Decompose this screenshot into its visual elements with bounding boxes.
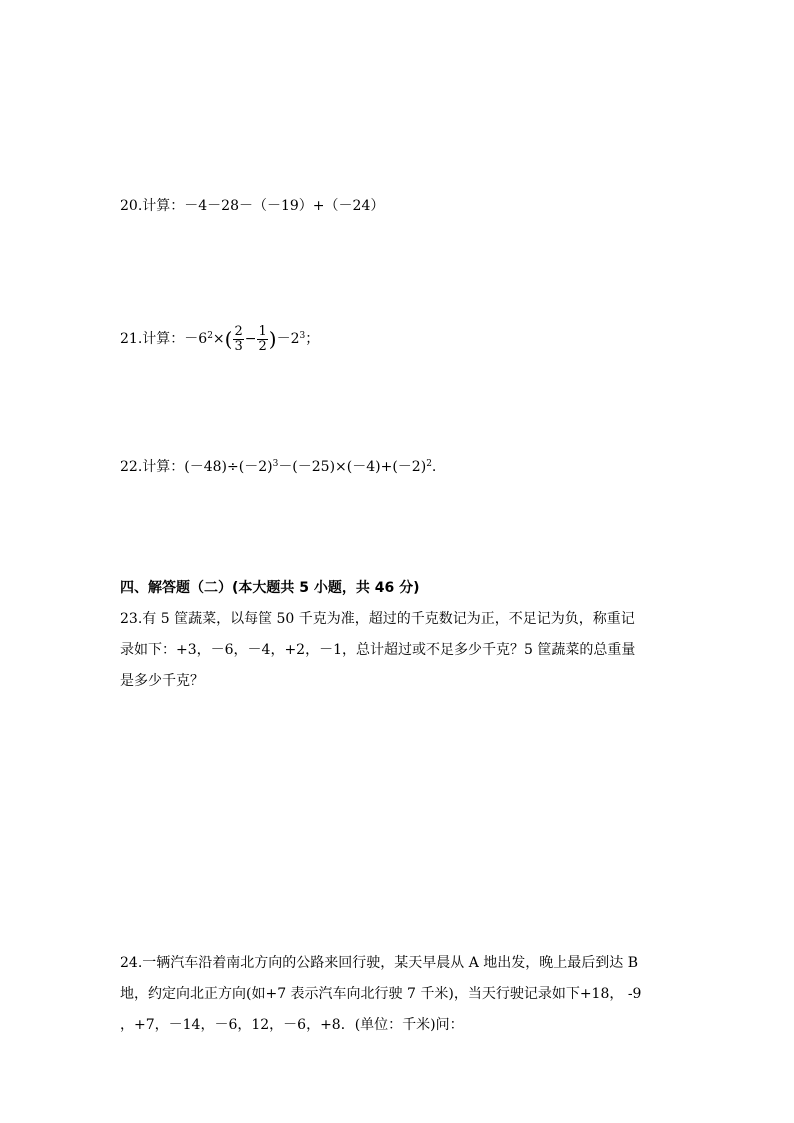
- question-21-post: －2: [276, 331, 300, 347]
- fraction-denominator: 3: [234, 338, 243, 354]
- fraction-numerator: 1: [258, 323, 267, 339]
- question-21-end: ；: [305, 331, 320, 347]
- question-22-part1: (－48)÷(－2): [184, 459, 273, 475]
- question-23-line-2: 录如下：+3，－6，－4，+2，－1，总计超过或不足多少千克？5 筐蔬菜的总重量: [120, 642, 636, 658]
- question-22-part2: －(－25)×(－4)+(－2): [278, 459, 427, 475]
- section-4-heading: 四、解答题（二）(本大题共 5 小题，共 46 分): [120, 580, 420, 596]
- question-21-label: 21.计算：: [120, 331, 185, 347]
- question-23: [120, 604, 700, 697]
- question-21-close-paren: ): [268, 327, 277, 351]
- question-24-line-2: 地，约定向北正方向(如+7 表示汽车向北行驶 7 千米)，当天行驶记录如下+18， -9: [120, 986, 642, 1002]
- question-21-open-paren: (: [224, 327, 233, 351]
- question-23-line-1: 23.有 5 筐蔬菜，以每筐 50 千克为准，超过的千克数记为正，不足记为负，称重记: [120, 611, 635, 627]
- question-24-line-3: ，+7，－14，－6，12，－6，+8．(单位：千米)问：: [120, 1017, 464, 1033]
- question-22-label: 22.计算：: [120, 459, 185, 475]
- fraction-denominator: 2: [258, 338, 267, 354]
- question-20-expression: －4－28－（－19）+（－24）: [184, 198, 385, 214]
- question-21: [120, 318, 319, 354]
- question-21-times: ×: [212, 331, 225, 347]
- question-24: [120, 948, 700, 1041]
- question-21-post-exponent: 3: [299, 331, 306, 341]
- question-21-pre-exponent: 2: [207, 331, 213, 341]
- question-23-line-3: 是多少千克？: [120, 673, 204, 689]
- question-22-end: .: [431, 459, 437, 475]
- question-22-exponent2: 2: [426, 459, 432, 469]
- question-22-exponent1: 3: [272, 459, 279, 469]
- question-22: [120, 454, 436, 477]
- question-21-pre: －6: [184, 331, 208, 347]
- question-21-minus: −: [244, 331, 257, 347]
- question-24-line-1: 24.一辆汽车沿着南北方向的公路来回行驶，某天早晨从 A 地出发，晚上最后到达 B: [120, 955, 639, 971]
- fraction-two-thirds: [233, 325, 243, 354]
- question-20: [120, 196, 384, 216]
- question-20-label: 20.计算：: [120, 198, 185, 214]
- fraction-numerator: 2: [234, 323, 243, 339]
- fraction-one-half: [257, 325, 267, 354]
